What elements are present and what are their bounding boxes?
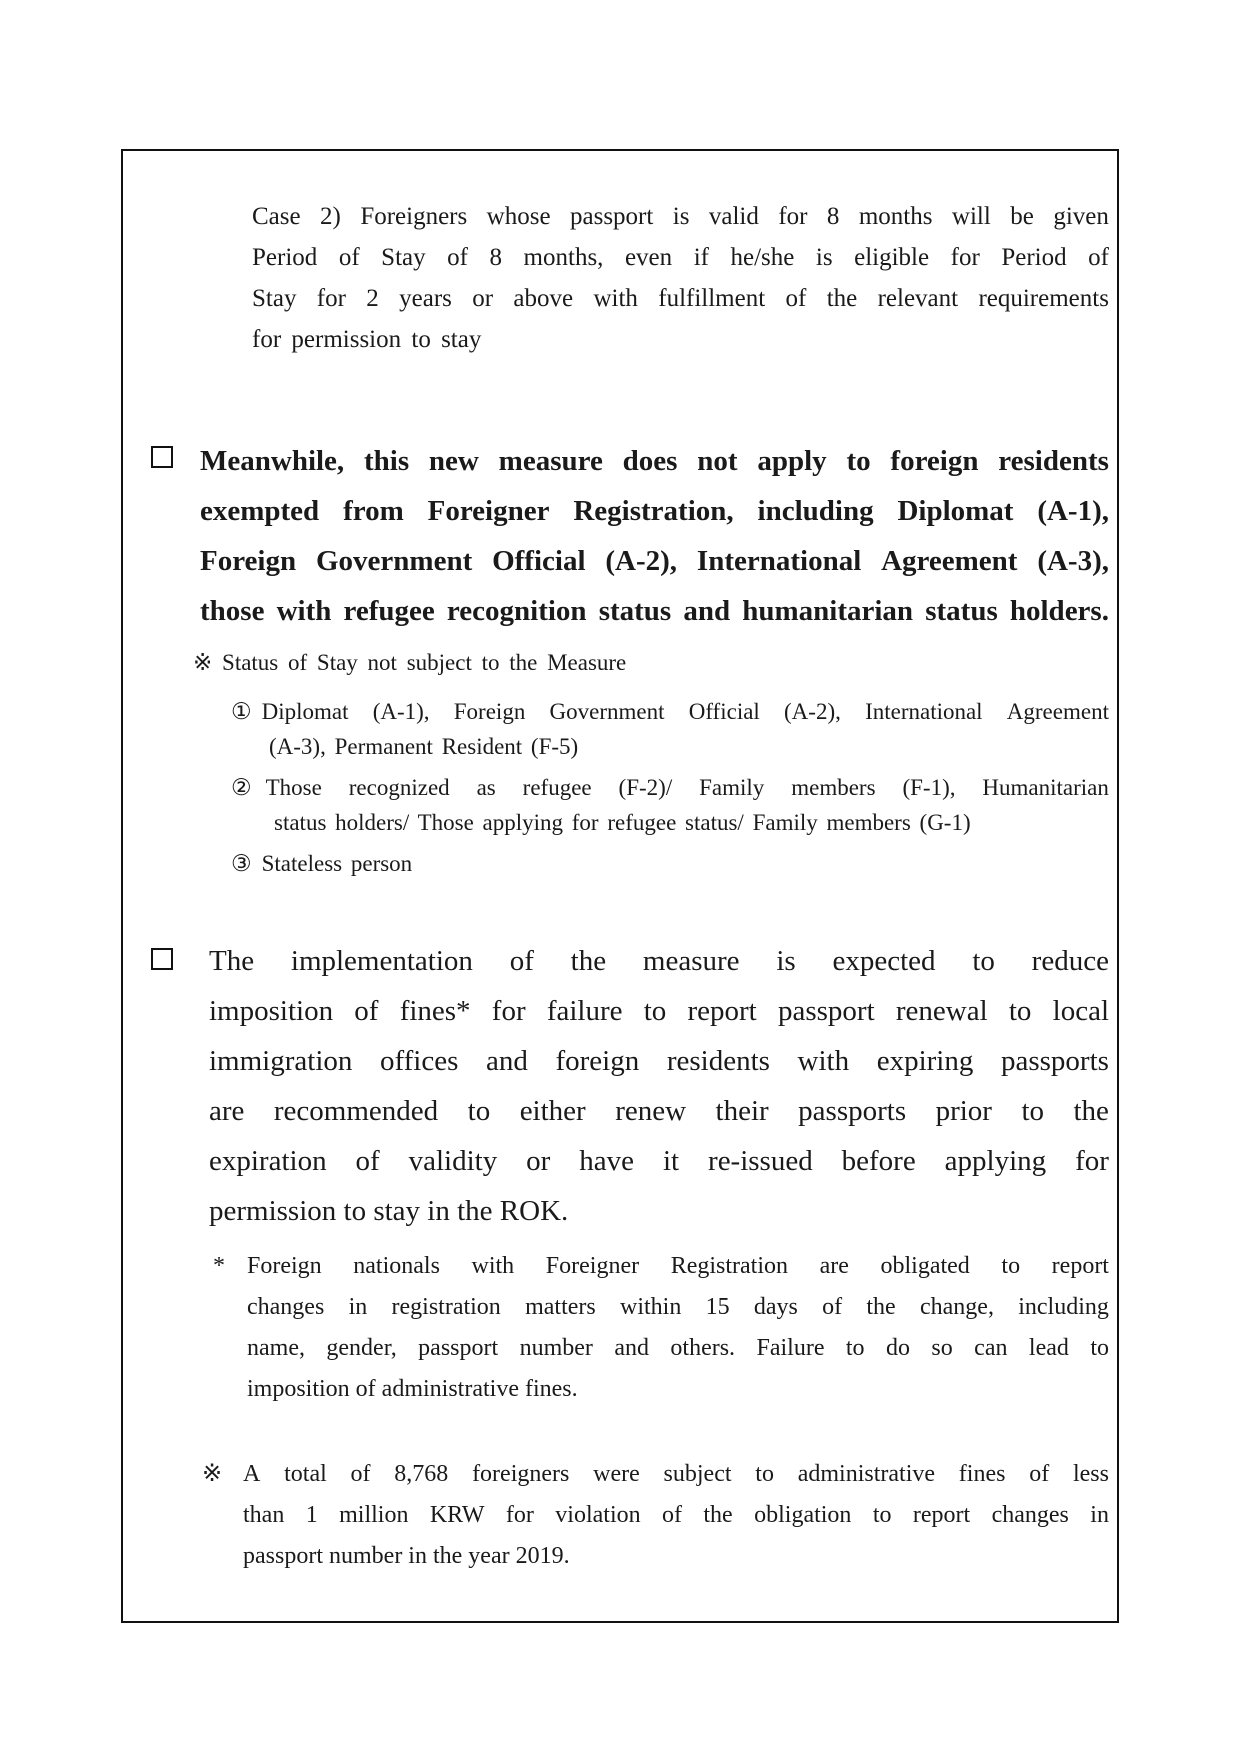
footnote-line: changes in registration matters within 15 days of the change, including — [247, 1294, 1109, 1320]
footnote-line: A total of 8,768 foreigners were subject to administrative fines of less — [243, 1461, 1109, 1487]
footnote-asterisk — [209, 1246, 1109, 1410]
list-item — [231, 846, 1109, 881]
footnote-line: passport number in the year 2019. — [243, 1543, 570, 1569]
list-item — [231, 770, 1109, 840]
list-item — [231, 694, 1109, 764]
case2-line: Period of Stay of 8 months, even if he/she is eligible for Period of — [252, 244, 1109, 271]
section1-line: Meanwhile, this new measure does not apply to foreign residents — [200, 445, 1109, 477]
exempt-status-list — [231, 694, 1109, 887]
item-text: Those recognized as refugee (F-2)/ Family members (F-1), Humanitarian — [265, 775, 1109, 800]
item-number: ① — [231, 699, 252, 724]
section2-line: expiration of validity or have it re-issued before applying for — [209, 1145, 1109, 1177]
item-number: ② — [231, 775, 252, 800]
footnote-reference-mark — [202, 1454, 1109, 1577]
section1-line: exempted from Foreigner Registration, including Diplomat (A-1), — [200, 495, 1109, 527]
checkbox-square-icon — [151, 948, 173, 970]
item-text-cont: (A-3), Permanent Resident (F-5) — [269, 734, 579, 759]
item-text: Stateless person — [261, 851, 413, 876]
reference-mark: ※ — [202, 1461, 223, 1487]
section2-line: The implementation of the measure is expected to reduce — [209, 945, 1109, 977]
case2-line: Case 2) Foreigners whose passport is valid for 8 months will be given — [252, 203, 1109, 230]
section2-line: permission to stay in the ROK. — [209, 1195, 569, 1227]
case2-paragraph — [252, 196, 1109, 360]
section2-line: imposition of fines* for failure to report passport renewal to local — [209, 995, 1109, 1027]
item-number: ③ — [231, 851, 252, 876]
footnote-line: name, gender, passport number and others. Failure to do so can lead to — [247, 1335, 1109, 1361]
section2-line: immigration offices and foreign residents with expiring passports — [209, 1045, 1109, 1077]
checkbox-square-icon — [151, 446, 173, 468]
section2-paragraph — [209, 936, 1109, 1236]
status-note: ※ Status of Stay not subject to the Measure — [193, 650, 627, 675]
item-text-cont: status holders/ Those applying for refugee status/ Family members (G-1) — [274, 810, 971, 835]
section2-line: are recommended to either renew their passports prior to the — [209, 1095, 1109, 1127]
case2-line: Stay for 2 years or above with fulfillment of the relevant requirements — [252, 285, 1109, 312]
item-text: Diplomat (A-1), Foreign Government Official (A-2), International Agreement — [261, 699, 1109, 724]
section1-line: those with refugee recognition status and humanitarian status holders. — [200, 595, 1109, 627]
asterisk-mark: * — [213, 1253, 225, 1279]
footnote-line: imposition of administrative fines. — [247, 1376, 578, 1402]
section1-line: Foreign Government Official (A-2), International Agreement (A-3), — [200, 545, 1109, 577]
section1-paragraph — [200, 436, 1109, 636]
case2-line: for permission to stay — [252, 326, 482, 353]
footnote-line: Foreign nationals with Foreigner Registration are obligated to report — [247, 1253, 1109, 1279]
footnote-line: than 1 million KRW for violation of the obligation to report changes in — [243, 1502, 1109, 1528]
